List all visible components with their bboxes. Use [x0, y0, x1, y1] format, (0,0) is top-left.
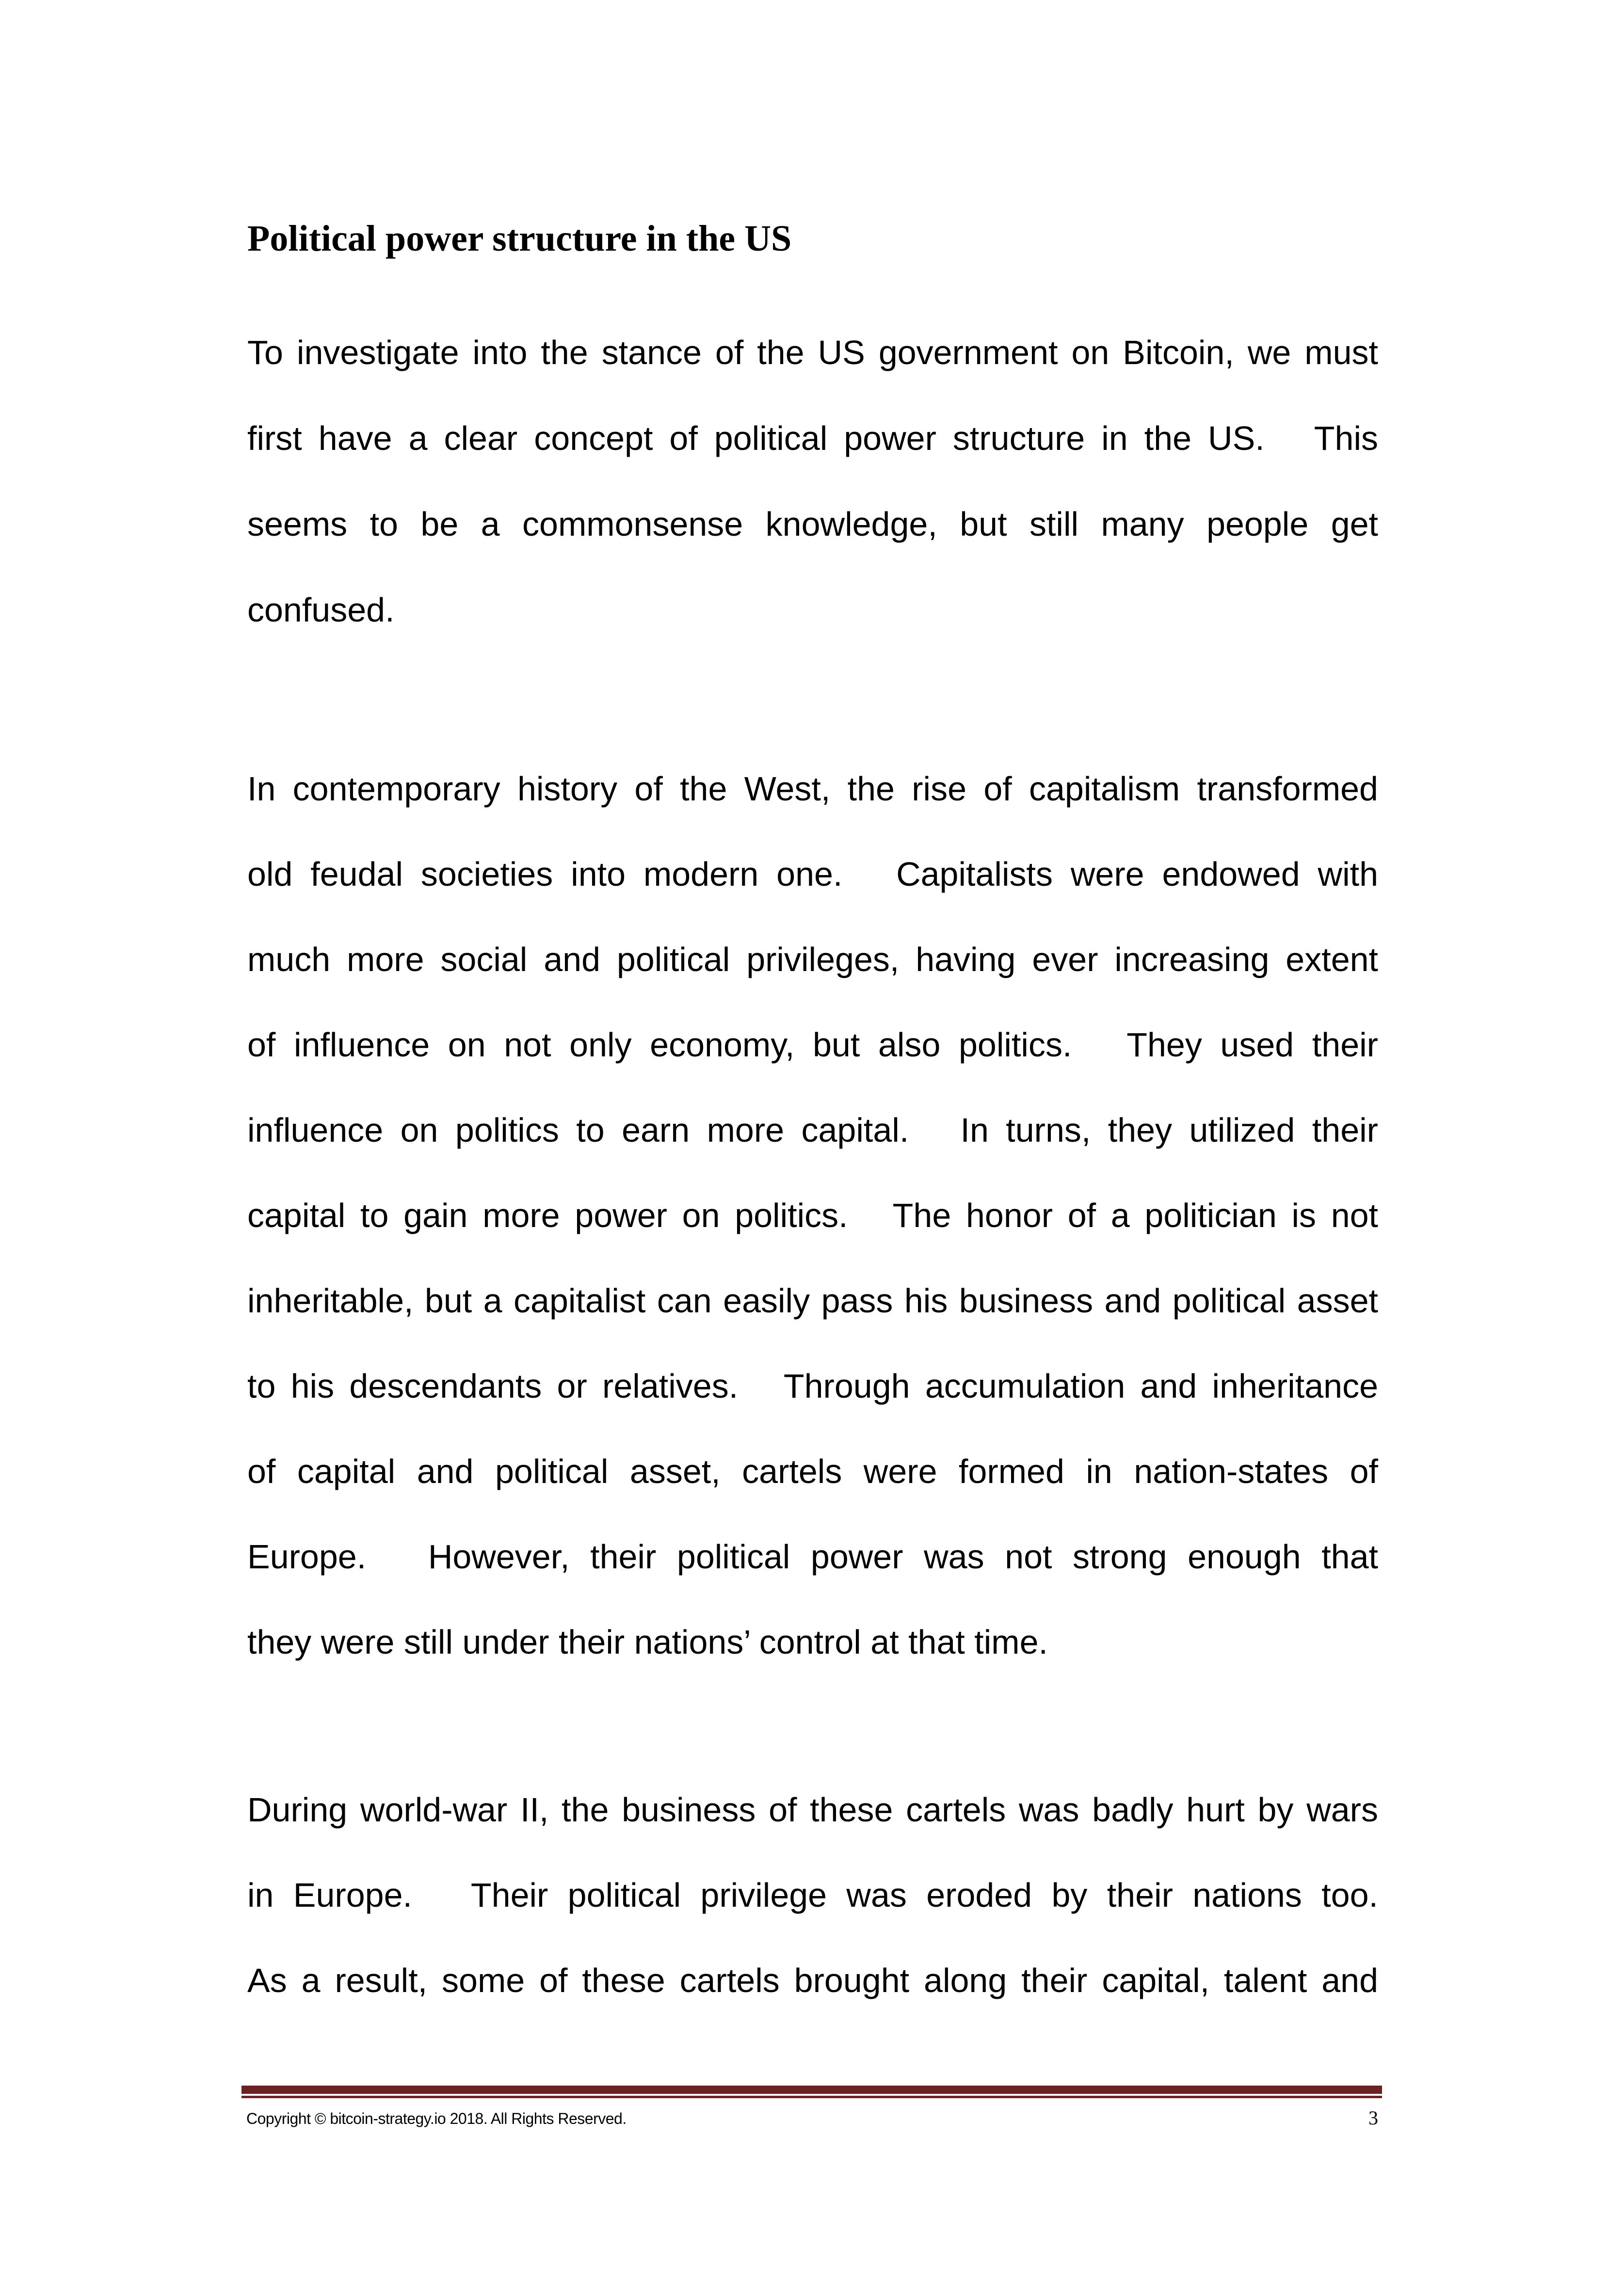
text-line: As a result, some of these cartels brought along their capital, talent and	[247, 1961, 1378, 1999]
text-line: old feudal societies into modern one. Capitalists were endowed with	[247, 855, 1378, 893]
text-line: capital to gain more power on politics. The honor of a politician is not	[247, 1196, 1378, 1234]
text-line: To investigate into the stance of the US government on Bitcoin, we must	[247, 334, 1378, 371]
footer-copyright: Copyright © bitcoin-strategy.io 2018. All Rights Reserved.	[246, 2110, 627, 2127]
text-line: inheritable, but a capitalist can easily pass his business and political asset	[247, 1282, 1378, 1320]
text-line: they were still under their nations’ control at that time.	[247, 1623, 1048, 1661]
text-line: Europe. However, their political power was not strong enough that	[247, 1538, 1378, 1576]
text-line: seems to be a commonsense knowledge, but still many people get	[247, 505, 1378, 543]
section-heading: Political power structure in the US	[247, 218, 792, 259]
footer-rule-thin	[241, 2096, 1382, 2098]
text-line: much more social and political privileges, having ever increasing extent	[247, 941, 1378, 978]
text-line: confused.	[247, 591, 395, 629]
text-line: first have a clear concept of political power structure in the US. This	[247, 419, 1378, 457]
text-line: of capital and political asset, cartels were formed in nation-states of	[247, 1452, 1378, 1490]
page-number: 3	[1368, 2107, 1378, 2129]
text-line: influence on politics to earn more capital. In turns, they utilized their	[247, 1111, 1378, 1149]
text-line: In contemporary history of the West, the rise of capitalism transformed	[247, 770, 1378, 808]
text-line: of influence on not only economy, but also politics. They used their	[247, 1026, 1378, 1064]
text-line: in Europe. Their political privilege was eroded by their nations too.	[247, 1876, 1378, 1914]
text-line: to his descendants or relatives. Through accumulation and inheritance	[247, 1367, 1378, 1405]
text-line: During world-war II, the business of these cartels was badly hurt by wars	[247, 1791, 1378, 1829]
footer-rule-thick	[241, 2086, 1382, 2094]
